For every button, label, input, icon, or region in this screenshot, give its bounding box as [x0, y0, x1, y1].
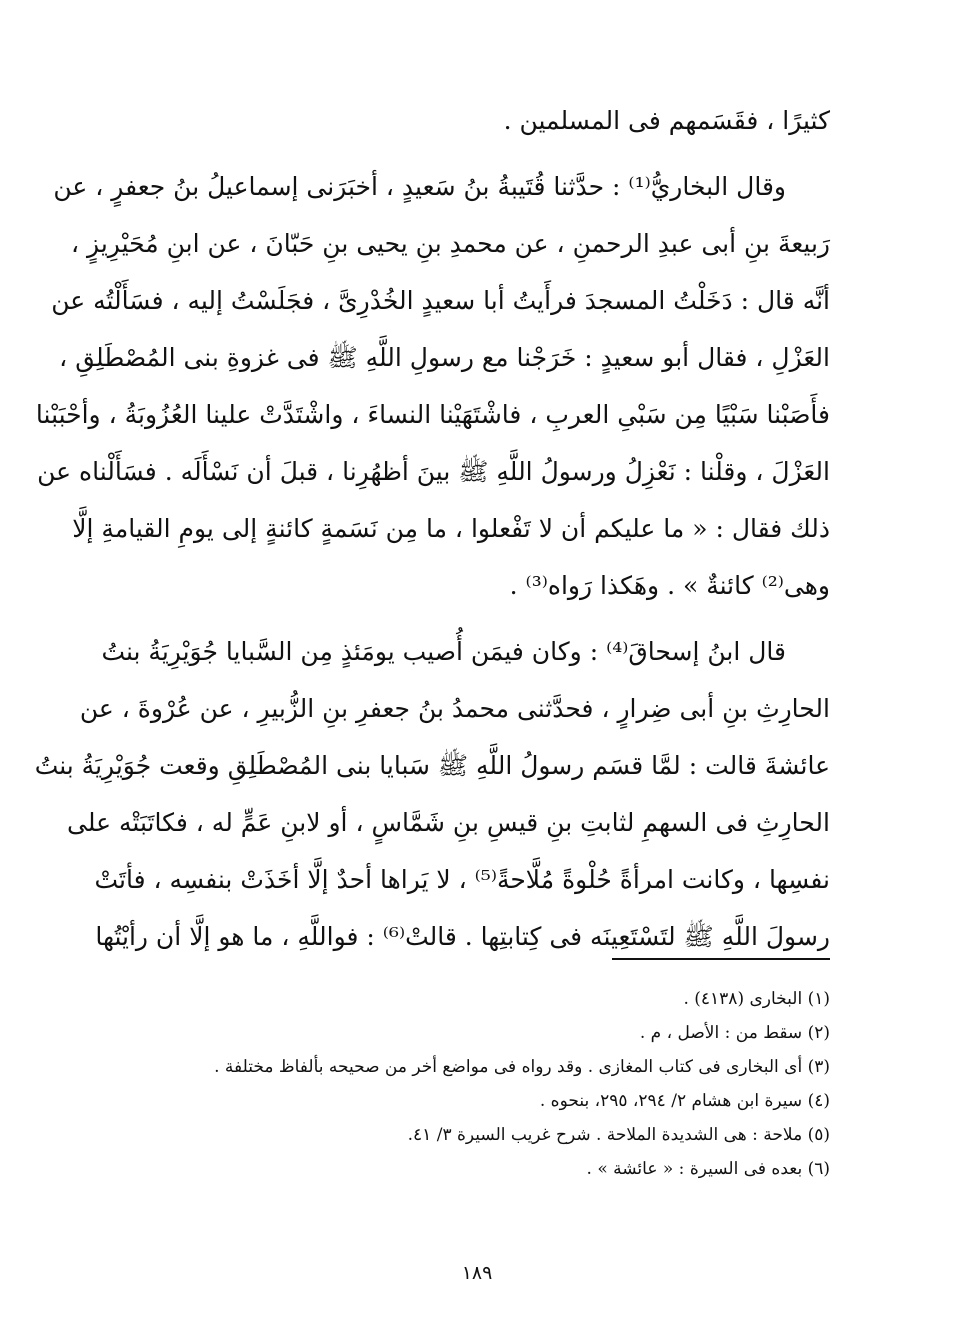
text-line: أنَّه قال : دَخَلْتُ المسجدَ فرأَيتُ أبا سعيدٍ الخُدْرِىَّ ، فجَلَسْتُ إليه ، فسَأَلْتُه عن [51, 286, 830, 315]
paragraph-gap [114, 149, 830, 158]
text-line: الحارِثِ فى السهمِ لثابتِ بنِ قيسِ بنِ شَمَّاسٍ ، أو لابنِ عَمٍّ له ، فكاتَبَتْه على [67, 808, 830, 837]
paragraph-gap [114, 614, 830, 623]
page-number: ١٨٩ [461, 1262, 493, 1284]
footnote-separator [612, 958, 830, 960]
text-line: قال ابنُ إسحاقَ⁽⁴⁾ : وكان فيمَن أُصيب يومَئذٍ مِن السَّبايا جُوَيْرِيَةُ بنتُ [101, 637, 786, 666]
text-line: فأَصَبْنا سَبْيًا مِن سَبْىِ العربِ ، فاشْتَهَيْنا النساءَ ، واشْتَدَّتْ علينا العُزُوبَةُ ، وأحْبَبْنا [35, 400, 830, 429]
text-line: العَزْلِ ، فقال أبو سعيدٍ : خَرَجْنا مع رسولِ اللَّهِ ﷺ فى غزوةِ بنى المُصْطَلِقِ ، [59, 343, 830, 372]
text-line: كثيرًا ، فقَسَمهم فى المسلمين . [503, 106, 830, 135]
footnote: (٥) ملاحة : هى الشديدة الملاحة . شرح غريب السيرة ٣/ ٤١. [407, 1125, 830, 1145]
text-line: نفسِها ، وكانت امرأةً حُلْوةً مُلَّاحةً⁽⁵⁾ ، لا يَراها أحدٌ إلَّا أخَذَتْ بنفسِه ، فأتَتْ [94, 865, 830, 894]
footnote: (٤) سيرة ابن هشام ٢/ ٢٩٤، ٢٩٥، بنحوه . [539, 1091, 830, 1111]
text-line: وهى⁽²⁾ كائنةٌ » . وهَكذا رَواه⁽³⁾ . [509, 571, 830, 600]
text-line: الحارِثِ بنِ أبى ضِرارٍ ، فحدَّثنى محمدُ بنُ جعفرِ بنِ الزُّبيرِ ، عن عُرْوةَ ، عن [79, 694, 830, 723]
footnote: (٦) بعده فى السيرة : « عائشة » . [586, 1159, 830, 1179]
text-line: وقال البخاريُّ⁽¹⁾ : حدَّثنا قُتَيبةُ بنُ سَعيدٍ ، أخبَرَنى إسماعيلُ بنُ جعفرٍ ، عن [53, 172, 786, 201]
main-text [34, 92, 830, 965]
footnote: (٣) أى البخارى فى كتاب المغازى . وقد رواه فى مواضع أخر من صحيحه بألفاظ مختلفة . [214, 1057, 830, 1077]
footnotes [114, 982, 830, 1186]
footnote: (٢) سقط من : الأصل ، م . [639, 1023, 830, 1043]
footnote: (١) البخارى (٤١٣٨) . [683, 989, 830, 1009]
text-line: رسولَ اللَّهِ ﷺ لتَسْتَعِينَه فى كِتابتِها . قالتْ⁽⁶⁾ : فواللَّهِ ، ما هو إلَّا أن رأيْتُها [95, 922, 830, 951]
text-line: العَزْلَ ، وقلْنا : نَعْزِلُ ورسولُ اللَّهِ ﷺ بينَ أظهُرِنا ، قبلَ أن نَسْأَلَه . فسَأَلْناه عن [37, 457, 830, 486]
text-line: ذلك فقال : « ما عليكم أن لا تَفْعلوا ، ما مِن نَسَمةٍ كائنةٍ إلى يومِ القيامةِ إلَّا [72, 514, 830, 543]
text-line: عائشةَ قالت : لمَّا قسَم رسولُ اللَّهِ ﷺ سَبايا بنى المُصْطَلِقِ وقعت جُوَيْرِيَةُ بنتُ [34, 751, 830, 780]
text-line: رَبيعةَ بنِ أبى عبدِ الرحمنِ ، عن محمدِ بنِ يحيى بنِ حَبّانَ ، عن ابنِ مُحَيْرِيزٍ ، [71, 229, 830, 258]
